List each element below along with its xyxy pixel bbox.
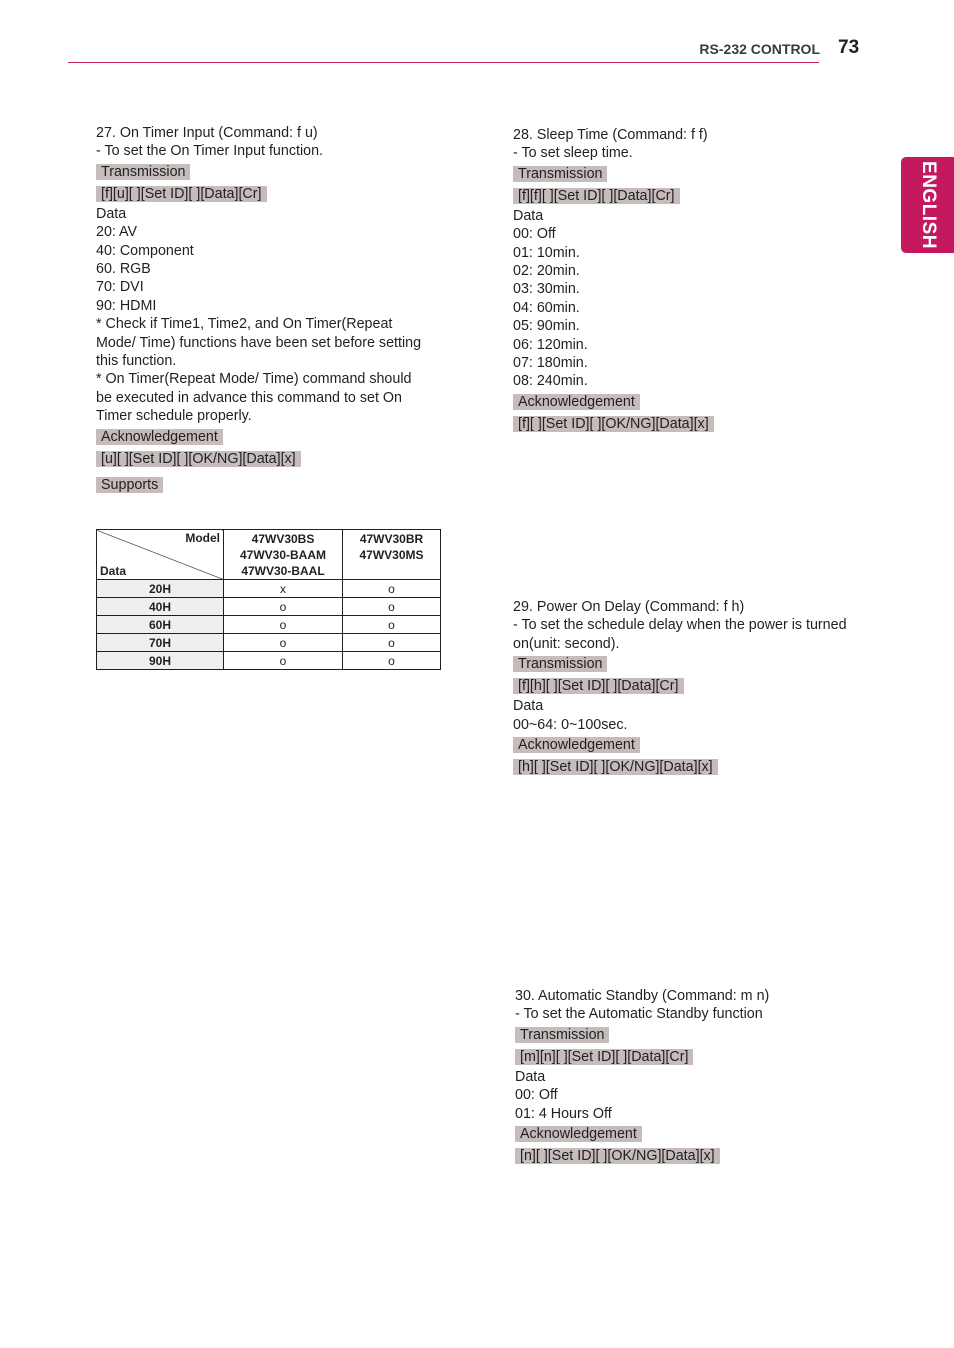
cell-value: o	[224, 598, 343, 616]
row-label: 70H	[97, 634, 224, 652]
note-line: * Check if Time1, Time2, and On Timer(Repeat	[96, 316, 393, 333]
table-row	[97, 616, 441, 634]
transmission-command: [f][h][ ][Set ID][ ][Data][Cr]	[513, 678, 684, 694]
cell-value: o	[224, 634, 343, 652]
cell-value: o	[343, 598, 441, 616]
transmission-label: Transmission	[513, 656, 607, 672]
cell-value: o	[224, 652, 343, 670]
data-header: Data	[100, 564, 127, 578]
section-29-title: 29. Power On Delay (Command: f h)	[513, 599, 745, 615]
cell-value: o	[224, 616, 343, 634]
acknowledgement-command: [n][ ][Set ID][ ][OK/NG][Data][x]	[515, 1148, 720, 1164]
model-name: 47WV30BR	[359, 532, 424, 546]
note-line: Timer schedule properly.	[96, 408, 252, 425]
model-header: Model	[185, 531, 220, 545]
cell-value: o	[343, 652, 441, 670]
data-label: Data	[515, 1068, 546, 1085]
data-item: 00: Off	[513, 226, 556, 243]
data-item: 90: HDMI	[96, 297, 157, 314]
table-row	[97, 634, 441, 652]
row-label: 40H	[97, 598, 224, 616]
note-line: * On Timer(Repeat Mode/ Time) command should	[96, 371, 412, 388]
section-30-desc: - To set the Automatic Standby function	[515, 1006, 763, 1023]
table-row	[97, 598, 441, 616]
data-item: 20: AV	[96, 224, 138, 241]
header-title: RS-232 CONTROL	[699, 41, 820, 57]
section-30-title: 30. Automatic Standby (Command: m n)	[515, 988, 770, 1004]
language-tab-label: ENGLISH	[917, 161, 939, 249]
table-corner-cell	[97, 530, 224, 580]
section-27-desc: - To set the On Timer Input function.	[96, 143, 324, 160]
transmission-label: Transmission	[96, 164, 190, 180]
page-number: 73	[838, 37, 860, 58]
data-item: 00~64: 0~100sec.	[513, 716, 628, 733]
data-item: 04: 60min.	[513, 299, 580, 316]
header-rule	[68, 62, 819, 63]
note-line: be executed in advance this command to set On	[96, 389, 402, 406]
section-27-title: 27. On Timer Input (Command: f u)	[96, 125, 318, 141]
model-name: 47WV30-BAAM	[239, 548, 326, 562]
data-label: Data	[96, 205, 127, 222]
data-item: 06: 120min.	[513, 336, 588, 353]
data-item: 01: 4 Hours Off	[515, 1105, 612, 1122]
data-item: 70: DVI	[96, 279, 144, 296]
data-item: 07: 180min.	[513, 355, 588, 372]
acknowledgement-label: Acknowledgement	[515, 1126, 642, 1142]
model-name: 47WV30-BAAL	[241, 564, 325, 578]
cell-value: x	[224, 580, 343, 598]
transmission-label: Transmission	[515, 1027, 609, 1043]
model-column-2	[343, 530, 441, 580]
cell-value: o	[343, 580, 441, 598]
data-item: 01: 10min.	[513, 244, 580, 261]
acknowledgement-command: [f][ ][Set ID][ ][OK/NG][Data][x]	[513, 416, 714, 432]
data-item: 08: 240min.	[513, 373, 588, 390]
model-name: 47WV30BS	[251, 532, 315, 546]
language-tab	[901, 157, 954, 253]
table-row	[97, 652, 441, 670]
data-item: 00: Off	[515, 1087, 558, 1104]
data-label: Data	[513, 207, 544, 224]
transmission-command: [f][u][ ][Set ID][ ][Data][Cr]	[96, 186, 267, 202]
section-28-desc: - To set sleep time.	[513, 145, 633, 162]
section-30	[515, 987, 769, 1167]
cell-value: o	[343, 634, 441, 652]
transmission-command: [f][f][ ][Set ID][ ][Data][Cr]	[513, 188, 680, 204]
acknowledgement-label: Acknowledgement	[513, 737, 640, 753]
table-row	[97, 580, 441, 598]
row-label: 20H	[97, 580, 224, 598]
acknowledgement-command: [u][ ][Set ID][ ][OK/NG][Data][x]	[96, 451, 301, 467]
note-line: this function.	[96, 353, 177, 370]
row-label: 60H	[97, 616, 224, 634]
data-item: 60. RGB	[96, 261, 151, 278]
model-column-1	[224, 530, 343, 580]
section-27	[96, 124, 421, 496]
acknowledgement-label: Acknowledgement	[96, 429, 223, 445]
data-label: Data	[513, 698, 544, 715]
data-item: 03: 30min.	[513, 281, 580, 298]
transmission-command: [m][n][ ][Set ID][ ][Data][Cr]	[515, 1049, 693, 1065]
section-29	[513, 598, 847, 778]
acknowledgement-command: [h][ ][Set ID][ ][OK/NG][Data][x]	[513, 759, 718, 775]
section-29-desc: on(unit: second).	[513, 635, 620, 652]
cell-value: o	[343, 616, 441, 634]
note-line: Mode/ Time) functions have been set before setting	[96, 334, 422, 351]
data-item: 40: Component	[96, 242, 194, 259]
model-name: 47WV30MS	[359, 548, 424, 562]
section-29-desc: - To set the schedule delay when the power is turned	[513, 617, 847, 634]
acknowledgement-label: Acknowledgement	[513, 394, 640, 410]
supports-table	[96, 529, 441, 670]
row-label: 90H	[97, 652, 224, 670]
supports-label: Supports	[96, 477, 163, 493]
section-28	[513, 126, 714, 435]
section-28-title: 28. Sleep Time (Command: f f)	[513, 127, 708, 143]
transmission-label: Transmission	[513, 166, 607, 182]
data-item: 05: 90min.	[513, 318, 580, 335]
data-item: 02: 20min.	[513, 263, 580, 280]
